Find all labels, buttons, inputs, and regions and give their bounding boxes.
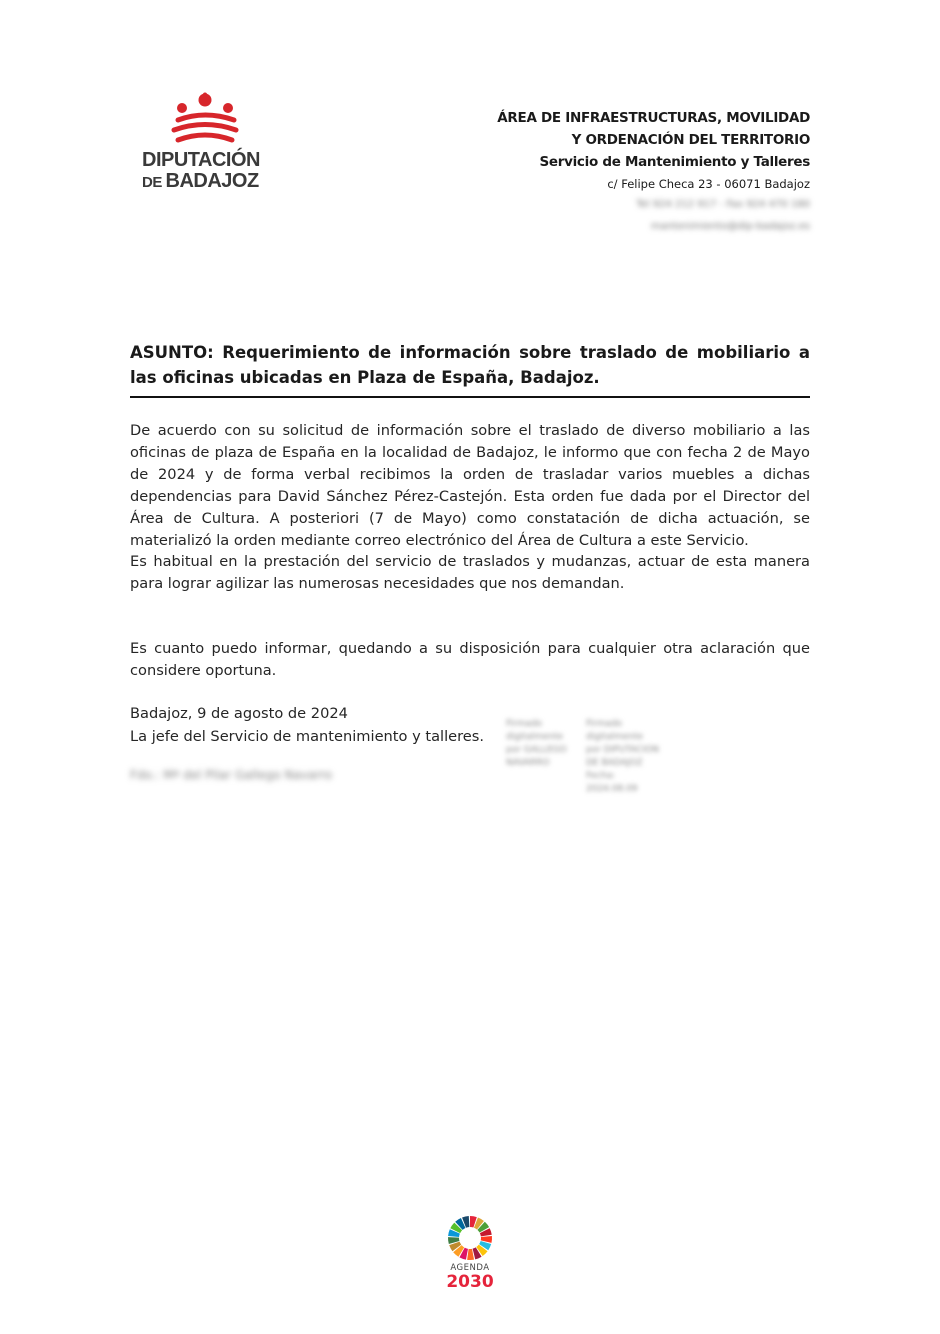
- header-area-line-1: ÁREA DE INFRAESTRUCTURAS, MOVILIDAD: [497, 110, 810, 126]
- stamp-col2-line: Fecha: 2024.08.09: [586, 771, 638, 794]
- digital-signature-stamp: [502, 718, 667, 794]
- header-service: Servicio de Mantenimiento y Talleres: [539, 154, 810, 170]
- logo-line-2: BADAJOZ: [165, 170, 259, 192]
- agenda-label: AGENDA: [450, 1263, 490, 1273]
- agenda-year: 2030: [446, 1272, 494, 1292]
- stamp-col1-line: Firmado: [506, 719, 543, 729]
- body-paragraph-1: De acuerdo con su solicitud de información sobre el traslado de diverso mobiliario a las oficinas de plaza de España en la localidad de Badajoz, le informo que con fecha 2 de Mayo de 2024 y de forma verbal recibimos la orden de trasladar varios muebles a dichas dependencias para David Sánchez Pérez-Castejón. Esta orden fue dada por el Director del Área de Cultura. A posteriori (7 de Mayo) como constatación de dicha actuación, se materializó la orden mediante correo electrónico del Área de Cultura a este Servicio.: [130, 422, 810, 549]
- logo-line-1: DIPUTACIÓN: [142, 149, 260, 171]
- subject-heading: ASUNTO: Requerimiento de información sobre traslado de mobiliario a las oficinas ubicadas en Plaza de España, Badajoz.: [130, 340, 810, 398]
- diputacion-emblem-icon: [170, 92, 240, 148]
- stamp-col1-line: digitalmente: [506, 732, 564, 742]
- header-email-redacted: mantenimiento@dip-badajoz.es: [650, 221, 810, 232]
- stamp-col1-line: NAVARRO: [506, 758, 550, 768]
- stamp-col2-line: Firmado digitalmente: [586, 719, 644, 742]
- header-area-line-2: Y ORDENACIÓN DEL TERRITORIO: [571, 132, 810, 148]
- sdg-wheel-icon: [447, 1215, 493, 1261]
- header-phone-redacted: Tel 924 212 917 - Fax 924 470 180: [636, 199, 810, 210]
- body-paragraph-2: Es habitual en la prestación del servicio de traslados y mudanzas, actuar de esta manera para lograr agilizar las numerosas necesidades que nos demandan.: [130, 553, 810, 592]
- stamp-col1-line: por GALLEGO: [506, 745, 567, 755]
- header-address: c/ Felipe Checa 23 - 06071 Badajoz: [607, 177, 810, 191]
- sdg-wheel-segment: [467, 1249, 474, 1260]
- letterhead-sender: [390, 107, 810, 238]
- signature-role: La jefe del Servicio de mantenimiento y talleres.: [130, 728, 485, 745]
- stamp-col2-line: DE BADAJOZ: [586, 758, 643, 768]
- signer-name-redacted: Fdo.: Mª del Pilar Gallego Navarro: [130, 768, 333, 782]
- agenda-2030-logo: [436, 1215, 504, 1295]
- closing-date: Badajoz, 9 de agosto de 2024: [130, 705, 348, 722]
- diputacion-logo: [142, 92, 272, 202]
- logo-line-2-prefix: DE: [142, 174, 166, 191]
- body-paragraph-3: Es cuanto puedo informar, quedando a su disposición para cualquier otra aclaración que considere oportuna.: [130, 640, 810, 679]
- stamp-col2-line: por DIPUTACION: [586, 745, 659, 755]
